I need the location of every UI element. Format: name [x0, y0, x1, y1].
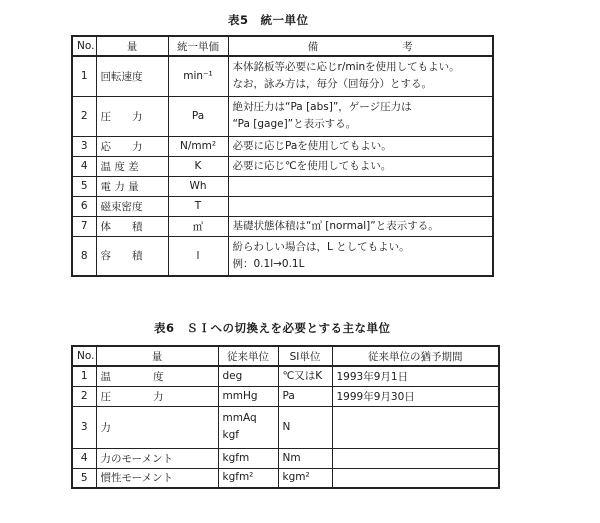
- row-old-unit-line: deg: [222, 369, 243, 382]
- table-row: [72, 448, 499, 468]
- table-row: [72, 196, 493, 216]
- row-no: 1: [72, 366, 96, 386]
- row-quantity: 慣性モーメント: [96, 468, 218, 488]
- row-old-unit-line: kgf: [222, 429, 239, 441]
- row-quantity: 力のモーメント: [96, 448, 218, 468]
- row-remarks-line: 本体銘板等必要に応じr/minを使用してもよい。: [232, 61, 460, 74]
- row-grace-period: [332, 448, 499, 468]
- row-remarks-line: 基礎状態体積は“㎥ [normal]”と表示する。: [232, 219, 439, 232]
- row-remarks-line: 必要に応じPaを使用してもよい。: [232, 139, 392, 152]
- row-si-unit-line: ℃又はK: [282, 369, 323, 382]
- row-remarks-line: なお，詠み方は，毎分（回毎分）とする。: [232, 78, 432, 91]
- row-quantity: 圧 力: [96, 96, 168, 136]
- table-row: [72, 468, 499, 488]
- row-old-unit: [218, 448, 278, 468]
- row-quantity: 温 度: [96, 366, 218, 386]
- row-quantity: 回転速度: [96, 56, 168, 96]
- header-old-unit: 従来単位: [218, 346, 278, 366]
- row-unit: K: [168, 156, 228, 176]
- row-si-unit: [278, 366, 332, 386]
- row-remarks-line: 絶対圧力は“Pa [abs]”，ゲージ圧力は: [232, 101, 412, 113]
- row-unit: min⁻¹: [168, 56, 228, 96]
- row-old-unit-line: mmHg: [222, 389, 258, 402]
- header-quantity: 量: [96, 36, 168, 56]
- table-row: [72, 96, 493, 136]
- row-remarks-line: 例：0.1l→0.1L: [232, 257, 305, 270]
- row-quantity: 体 積: [96, 216, 168, 236]
- row-quantity: 圧 力: [96, 386, 218, 406]
- table6-title: 表6 ＳＩへの切換えを必要とする主な単位: [154, 321, 391, 335]
- row-remarks: [228, 216, 493, 236]
- table-row: [72, 236, 493, 276]
- row-si-unit-line: kgm²: [282, 471, 310, 484]
- row-no: 8: [72, 236, 96, 276]
- row-unit: Pa: [168, 96, 228, 136]
- table-row: [72, 386, 499, 406]
- row-no: 7: [72, 216, 96, 236]
- row-quantity: 容 積: [96, 236, 168, 276]
- row-remarks-line: “Pa [gage]”と表示する。: [232, 118, 357, 130]
- row-no: 4: [72, 448, 96, 468]
- si-conversion-table: [71, 345, 500, 489]
- row-no: 3: [72, 406, 96, 448]
- table-row: [72, 406, 499, 448]
- table-row: [72, 216, 493, 236]
- row-no: 6: [72, 196, 96, 216]
- row-no: 3: [72, 136, 96, 156]
- table-row: [72, 156, 493, 176]
- row-grace-period: [332, 468, 499, 488]
- row-old-unit: [218, 406, 278, 448]
- row-grace-period: 1993年9月1日: [332, 366, 499, 386]
- row-grace-period: 1999年9月30日: [332, 386, 499, 406]
- row-quantity: 力: [96, 406, 218, 448]
- row-unit: ㎥: [168, 216, 228, 236]
- header-remarks: 備 考: [228, 36, 493, 56]
- row-remarks: [228, 156, 493, 176]
- row-grace-period: [332, 406, 499, 448]
- row-remarks: [228, 96, 493, 136]
- row-remarks: [228, 136, 493, 156]
- table-row: [72, 366, 499, 386]
- row-si-unit-line: N: [282, 420, 291, 433]
- row-old-unit: [218, 468, 278, 488]
- row-old-unit: [218, 386, 278, 406]
- row-remarks-line: 紛らわしい場合は，L としてもよい。: [232, 240, 410, 253]
- row-quantity: 電 力 量: [96, 176, 168, 196]
- row-si-unit-line: Nm: [282, 451, 301, 464]
- row-si-unit: [278, 448, 332, 468]
- row-unit: T: [168, 196, 228, 216]
- table5-header-row: [72, 36, 493, 56]
- row-old-unit-line: kgfm: [222, 451, 250, 464]
- row-remarks: [228, 196, 493, 216]
- header-no: No.: [72, 36, 96, 56]
- row-unit: N/mm²: [168, 136, 228, 156]
- row-no: 2: [72, 386, 96, 406]
- row-remarks-line: 必要に応じ℃を使用してもよい。: [232, 159, 392, 172]
- row-si-unit: [278, 468, 332, 488]
- header-unit: 統一単価: [168, 36, 228, 56]
- row-no: 4: [72, 156, 96, 176]
- row-no: 5: [72, 468, 96, 488]
- header-si-unit: SI単位: [278, 346, 332, 366]
- row-quantity: 温 度 差: [96, 156, 168, 176]
- table5-title: 表5 統一単位: [228, 13, 309, 27]
- row-si-unit: [278, 406, 332, 448]
- row-remarks: [228, 176, 493, 196]
- row-quantity: 磁束密度: [96, 196, 168, 216]
- row-old-unit: [218, 366, 278, 386]
- row-no: 5: [72, 176, 96, 196]
- row-quantity: 応 力: [96, 136, 168, 156]
- header-no: No.: [72, 346, 96, 366]
- table6-header-row: [72, 346, 499, 366]
- row-remarks: [228, 56, 493, 96]
- row-remarks: [228, 236, 493, 276]
- header-quantity: 量: [96, 346, 218, 366]
- row-no: 1: [72, 56, 96, 96]
- table-row: [72, 56, 493, 96]
- row-si-unit-line: Pa: [282, 389, 295, 402]
- row-si-unit: [278, 386, 332, 406]
- row-unit: l: [168, 236, 228, 276]
- row-old-unit-line: mmAq: [222, 412, 257, 424]
- unified-units-table: [71, 35, 494, 277]
- row-unit: Wh: [168, 176, 228, 196]
- header-grace-period: 従来単位の猶予期間: [332, 346, 499, 366]
- table-row: [72, 176, 493, 196]
- row-no: 2: [72, 96, 96, 136]
- row-old-unit-line: kgfm²: [222, 471, 254, 484]
- table-row: [72, 136, 493, 156]
